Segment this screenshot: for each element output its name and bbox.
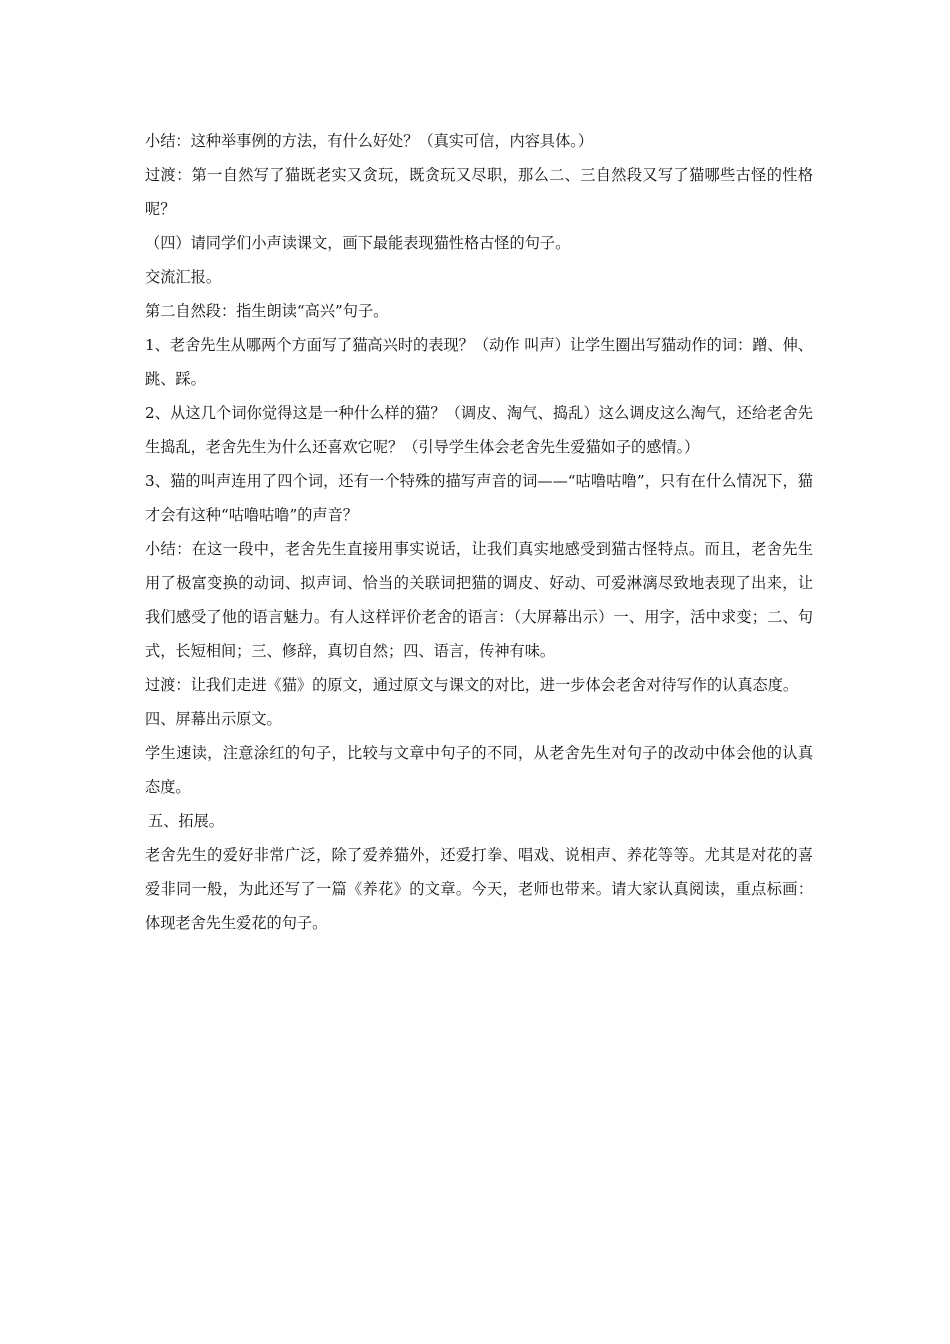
document-body: [145, 124, 813, 940]
paragraph-second-section: 第二自然段：指生朗读“高兴”句子。: [145, 302, 389, 320]
paragraph-student-reading: 学生速读，注意涂红的句子，比较与文章中句子的不同，从老舍先生对句子的改动中体会他的认真态度。: [145, 744, 813, 796]
paragraph-transition-first: 过渡：第一自然写了猫既老实又贪玩，既贪玩又尽职，那么二、三自然段又写了猫哪些古怪的性格呢？: [145, 166, 813, 218]
paragraph-summary-examples: 小结：这种举事例的方法，有什么好处？（真实可信，内容具体。）: [145, 132, 594, 150]
paragraph-section-four: 四、屏幕出示原文。: [145, 710, 282, 728]
paragraph-question-1: 1、老舍先生从哪两个方面写了猫高兴时的表现？（动作 叫声）让学生圈出写猫动作的词：蹭、伸、跳、踩。: [145, 336, 813, 388]
paragraph-step-four: （四）请同学们小声读课文，画下最能表现猫性格古怪的句子。: [145, 234, 571, 252]
paragraph-transition-original: 过渡：让我们走进《猫》的原文，通过原文与课文的对比，进一步体会老舍对待写作的认真态度。: [145, 676, 799, 694]
paragraph-question-3: 3、猫的叫声连用了四个词，还有一个特殊的描写声音的词——“咕噜咕噜”，只有在什么情况下，猫才会有这种“咕噜咕噜”的声音？: [145, 472, 813, 524]
paragraph-section-five: 五、拓展。: [148, 812, 224, 830]
paragraph-extension: 老舍先生的爱好非常广泛，除了爱养猫外，还爱打拳、唱戏、说相声、养花等等。尤其是对花的喜爱非同一般，为此还写了一篇《养花》的文章。今天，老师也带来。请大家认真阅读，重点标画：体现老舍先生爱花的句子。: [145, 846, 813, 932]
paragraph-question-2: 2、从这几个词你觉得这是一种什么样的猫？（调皮、淘气、捣乱）这么调皮这么淘气，还给老舍先生捣乱，老舍先生为什么还喜欢它呢？（引导学生体会老舍先生爱猫如子的感情。）: [145, 404, 813, 456]
paragraph-summary-language: 小结：在这一段中，老舍先生直接用事实说话，让我们真实地感受到猫古怪特点。而且，老舍先生用了极富变换的动词、拟声词、恰当的关联词把猫的调皮、好动、可爱淋漓尽致地表现了出来，让我们感受了他的语言魅力。有人这样评价老舍的语言：（大屏幕出示）一、用字，活中求变；二、句式，长短相间；三、修辞，真切自然；四、语言，传神有味。: [145, 540, 813, 660]
paragraph-exchange-report: 交流汇报。: [145, 268, 221, 286]
